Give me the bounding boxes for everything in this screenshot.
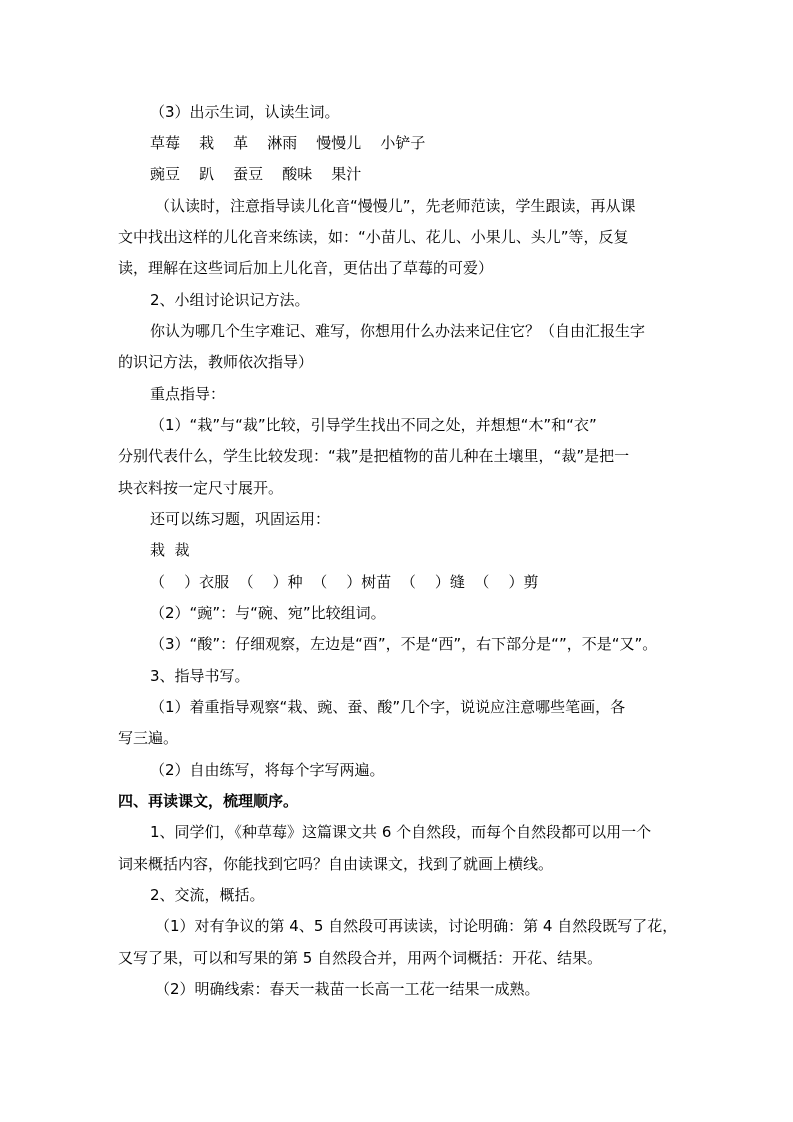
text-line: 文中找出这样的儿化音来练读，如：“小苗儿、花儿、小果儿、头儿”等，反复 bbox=[118, 228, 629, 246]
text-line: 2、小组讨论识记方法。 bbox=[150, 291, 310, 309]
text-line: （2）“豌”：与“碗、宛”比较组词。 bbox=[150, 604, 386, 622]
text-line: 块衣料按一定尺寸展开。 bbox=[118, 479, 284, 497]
text-line: （1）对有争议的第 4、5 自然段可再读读，讨论明确：第 4 自然段既写了花， bbox=[155, 917, 678, 935]
text-line: 1、同学们，《种草莓》这篇课文共 6 个自然段，而每个自然段都可以用一个 bbox=[150, 823, 652, 841]
text-line: 词来概括内容，你能找到它吗？自由读课文，找到了就画上横线。 bbox=[118, 855, 554, 873]
text-line: （2）明确线索：春天一栽苗一长高一工花一结果一成熟。 bbox=[155, 980, 540, 998]
text-line: 还可以练习题，巩固运用： bbox=[150, 510, 331, 528]
text-line: （2）自由练写，将每个字写两遍。 bbox=[150, 761, 385, 779]
text-line: （1）“栽”与“裁”比较，引导学生找出不同之处，并想想“木”和“衣” bbox=[150, 416, 597, 434]
text-line: 读，理解在这些词后加上儿化音，更估出了草莓的可爱） bbox=[118, 259, 494, 277]
text-line: （3）出示生词，认读生词。 bbox=[150, 103, 340, 121]
text-line: （认读时，注意指导读儿化音“慢慢儿”，先老师范读，学生跟读，再从课 bbox=[155, 197, 636, 215]
text-line: 你认为哪几个生字难记、难写，你想用什么办法来记住它？（自由汇报生字 bbox=[150, 322, 646, 340]
text-line: 分别代表什么，学生比较发现：“栽”是把植物的苗儿种在土壤里，“裁”是把一 bbox=[118, 447, 630, 465]
exercise-blanks: （ ）衣服 （ ）种 （ ）树苗 （ ）缝 （ ）剪 bbox=[150, 573, 539, 591]
text-line: （3）“酸”：仔细观察，左边是“酉”，不是“西”，右下部分是“”，不是“又”。 bbox=[150, 635, 658, 653]
vocab-row-1: 草莓 栽 革 淋雨 慢慢儿 小铲子 bbox=[150, 134, 426, 152]
text-line: 写三遍。 bbox=[118, 729, 179, 747]
exercise-chars: 栽 裁 bbox=[150, 541, 190, 559]
text-line: 3、指导书写。 bbox=[150, 667, 250, 685]
vocab-row-2: 豌豆 趴 蚕豆 酸味 果汁 bbox=[150, 165, 362, 183]
text-line: 2、交流，概括。 bbox=[150, 886, 265, 904]
text-line: （1）着重指导观察“栽、豌、蚕、酸”几个字，说说应注意哪些笔画，各 bbox=[150, 698, 626, 716]
text-line: 又写了果，可以和写果的第 5 自然段合并，用两个词概括：开花、结果。 bbox=[118, 949, 603, 967]
section-heading: 四、再读课文，梳理顺序。 bbox=[118, 792, 299, 810]
text-line: 的识记方法，教师依次指导） bbox=[118, 353, 314, 371]
text-line: 重点指导： bbox=[150, 385, 226, 403]
